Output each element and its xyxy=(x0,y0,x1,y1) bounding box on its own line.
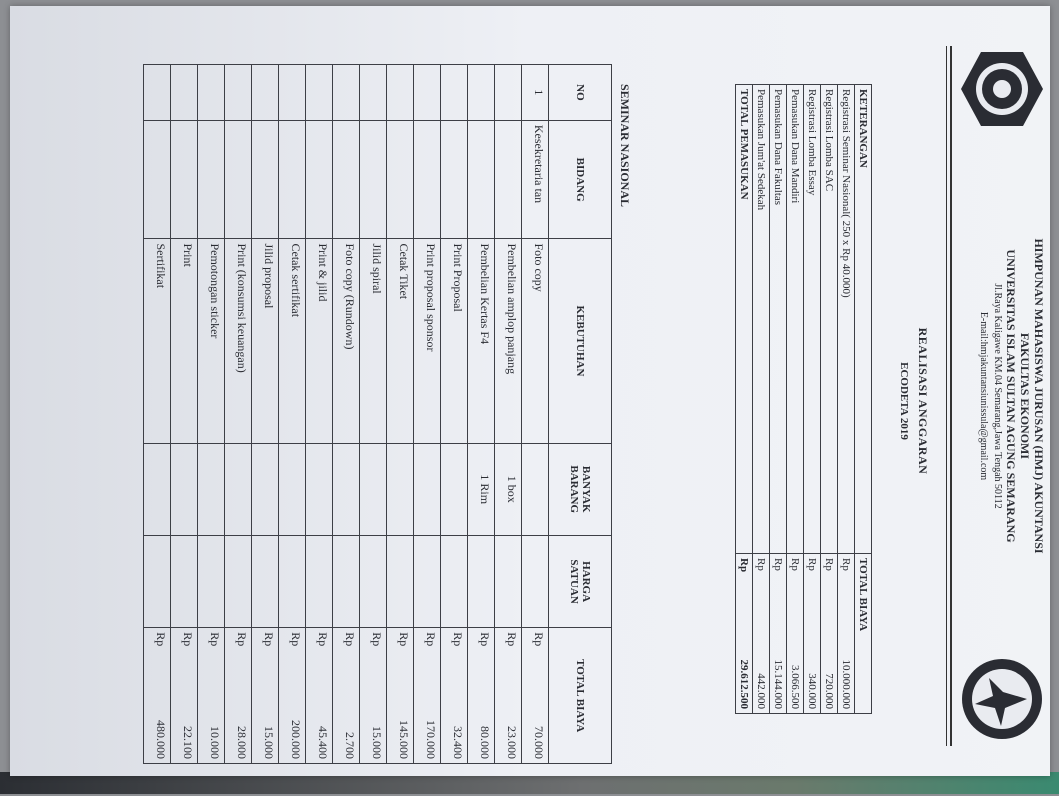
cell-total-biaya xyxy=(360,628,387,764)
amount-wrap xyxy=(789,558,801,709)
currency: Rp xyxy=(154,632,168,647)
amount-wrap xyxy=(823,558,835,709)
table-header-row xyxy=(549,65,612,764)
income-amount: 442.000 xyxy=(755,673,767,709)
income-amount: 720.000 xyxy=(823,673,835,709)
cell-harga-satuan xyxy=(144,535,171,627)
cell-total-biaya xyxy=(441,628,468,764)
cell-harga-satuan xyxy=(468,535,495,627)
email: E-mail:hmjakuntansiunissula@gmail.com xyxy=(978,311,989,481)
cell-no xyxy=(252,65,279,121)
cell-banyak-barang xyxy=(144,443,171,535)
table-row xyxy=(279,65,306,764)
cell-bidang xyxy=(225,120,252,239)
income-amount: 340.000 xyxy=(806,673,818,709)
amount-wrap xyxy=(261,632,276,759)
expense-amount: 145.000 xyxy=(397,720,411,759)
table-row xyxy=(468,65,495,764)
amount-wrap xyxy=(755,558,767,709)
income-description: Registrasi Lomba Essay xyxy=(804,85,821,554)
header-banyak-barang: BANYAK BARANG xyxy=(549,443,612,535)
income-amount-cell xyxy=(838,554,855,714)
cell-kebutuhan: Print proposal sponsor xyxy=(414,239,441,443)
expense-rows xyxy=(144,65,549,764)
cell-kebutuhan: Print & jilid xyxy=(306,239,333,443)
cell-no xyxy=(441,65,468,121)
table-row xyxy=(252,65,279,764)
currency: Rp xyxy=(289,632,303,647)
cell-total-biaya xyxy=(495,628,522,764)
expense-amount: 45.400 xyxy=(316,726,330,759)
amount-wrap xyxy=(315,632,330,759)
cell-harga-satuan xyxy=(306,535,333,627)
cell-banyak-barang: 1 Rim xyxy=(468,443,495,535)
cell-total-biaya xyxy=(414,628,441,764)
income-rows xyxy=(753,85,855,714)
total-amount: 29.612.500 xyxy=(738,659,750,709)
header-harga-satuan: HARGA SATUAN xyxy=(549,535,612,627)
table-row xyxy=(787,85,804,714)
currency: Rp xyxy=(424,632,438,647)
cell-harga-satuan xyxy=(495,535,522,627)
cell-harga-satuan xyxy=(252,535,279,627)
total-label: TOTAL PEMASUKAN xyxy=(736,85,753,554)
expense-amount: 15.000 xyxy=(370,726,384,759)
income-amount-cell xyxy=(770,554,787,714)
currency: Rp xyxy=(755,558,767,571)
table-row xyxy=(804,85,821,714)
amount-wrap xyxy=(772,558,784,709)
expense-amount: 22.100 xyxy=(181,726,195,759)
currency: Rp xyxy=(343,632,357,647)
amount-wrap xyxy=(806,558,818,709)
cell-no xyxy=(144,65,171,121)
expense-amount: 10.000 xyxy=(208,726,222,759)
table-row xyxy=(770,85,787,714)
amount-wrap xyxy=(396,632,411,759)
amount-wrap xyxy=(153,632,168,759)
cell-total-biaya xyxy=(387,628,414,764)
amount-wrap xyxy=(207,632,222,759)
cell-no xyxy=(387,65,414,121)
expense-amount: 170.000 xyxy=(424,720,438,759)
table-row xyxy=(838,85,855,714)
letterhead xyxy=(940,6,1059,796)
cell-no xyxy=(495,65,522,121)
currency: Rp xyxy=(316,632,330,647)
cell-total-biaya xyxy=(522,628,549,764)
cell-bidang xyxy=(441,120,468,239)
expense-amount: 32.400 xyxy=(451,726,465,759)
currency: Rp xyxy=(789,558,801,571)
cell-total-biaya xyxy=(225,628,252,764)
currency: Rp xyxy=(505,632,519,647)
income-description: Pemasukan Jum'at Sedekah xyxy=(753,85,770,554)
cell-bidang xyxy=(198,120,225,239)
organization-emblem-icon xyxy=(959,656,1045,742)
cell-total-biaya xyxy=(468,628,495,764)
cell-total-biaya xyxy=(198,628,225,764)
cell-bidang xyxy=(306,120,333,239)
cell-kebutuhan: Pembelian Kertas F4 xyxy=(468,239,495,443)
income-amount-cell xyxy=(753,554,770,714)
letterhead-text xyxy=(976,146,1046,646)
income-total-row xyxy=(736,85,753,714)
cell-banyak-barang xyxy=(306,443,333,535)
amount-wrap xyxy=(288,632,303,759)
cell-no xyxy=(414,65,441,121)
cell-total-biaya xyxy=(252,628,279,764)
expense-amount: 70.000 xyxy=(532,726,546,759)
amount-wrap xyxy=(234,632,249,759)
cell-harga-satuan xyxy=(225,535,252,627)
total-amount-cell xyxy=(736,554,753,714)
cell-harga-satuan xyxy=(522,535,549,627)
header-total-biaya: TOTAL BIAYA xyxy=(549,628,612,764)
table-row xyxy=(441,65,468,764)
currency: Rp xyxy=(370,632,384,647)
currency: Rp xyxy=(262,632,276,647)
cell-no xyxy=(225,65,252,121)
cell-bidang xyxy=(360,120,387,239)
table-row xyxy=(360,65,387,764)
table-row xyxy=(821,85,838,714)
expense-amount: 28.000 xyxy=(235,726,249,759)
table-row xyxy=(753,85,770,714)
cell-kebutuhan: Cetak Tiket xyxy=(387,239,414,443)
cell-total-biaya xyxy=(144,628,171,764)
amount-wrap xyxy=(423,632,438,759)
cell-total-biaya xyxy=(279,628,306,764)
cell-banyak-barang xyxy=(441,443,468,535)
amount-wrap xyxy=(531,632,546,759)
document-subtitle: ECODETA 2019 xyxy=(898,362,910,440)
address: Jl.Raya Kaligawe KM.04 Semarang,Jawa Tengah 50112 xyxy=(992,283,1003,509)
cell-total-biaya xyxy=(333,628,360,764)
table-row xyxy=(522,65,549,764)
cell-banyak-barang xyxy=(198,443,225,535)
expense-amount: 80.000 xyxy=(478,726,492,759)
cell-no xyxy=(279,65,306,121)
cell-bidang xyxy=(387,120,414,239)
cell-banyak-barang xyxy=(522,443,549,535)
cell-harga-satuan xyxy=(333,535,360,627)
income-amount: 3.066.500 xyxy=(789,665,801,709)
expense-amount: 2.700 xyxy=(343,732,357,759)
cell-kebutuhan: Foto copy (Rundown) xyxy=(333,239,360,443)
cell-bidang xyxy=(171,120,198,239)
letterhead-divider xyxy=(946,46,952,746)
expense-amount: 23.000 xyxy=(505,726,519,759)
cell-harga-satuan xyxy=(360,535,387,627)
header-kebutuhan: KEBUTUHAN xyxy=(549,239,612,443)
cell-kebutuhan: Foto copy xyxy=(522,239,549,443)
income-description: Pemasukan Dana Fakultas xyxy=(770,85,787,554)
table-row xyxy=(495,65,522,764)
cell-kebutuhan: Sertifikat xyxy=(144,239,171,443)
cell-kebutuhan: Pemotongan sticker xyxy=(198,239,225,443)
income-amount-cell xyxy=(804,554,821,714)
cell-kebutuhan: Cetak sertifikat xyxy=(279,239,306,443)
table-row xyxy=(414,65,441,764)
cell-total-biaya xyxy=(171,628,198,764)
cell-kebutuhan: Print Proposal xyxy=(441,239,468,443)
cell-harga-satuan xyxy=(387,535,414,627)
rotated-document xyxy=(20,6,1059,796)
currency: Rp xyxy=(478,632,492,647)
cell-bidang xyxy=(252,120,279,239)
table-row xyxy=(306,65,333,764)
cell-banyak-barang xyxy=(360,443,387,535)
cell-banyak-barang xyxy=(279,443,306,535)
amount-wrap xyxy=(180,632,195,759)
currency: Rp xyxy=(532,632,546,647)
document-page xyxy=(10,6,1050,776)
income-amount: 10.000.000 xyxy=(840,659,852,709)
income-amount-cell xyxy=(821,554,838,714)
cell-bidang xyxy=(279,120,306,239)
expense-amount: 15.000 xyxy=(262,726,276,759)
cell-no xyxy=(360,65,387,121)
cell-no: 1 xyxy=(522,65,549,121)
currency: Rp xyxy=(823,558,835,571)
income-amount-cell xyxy=(787,554,804,714)
table-row xyxy=(225,65,252,764)
university-seal-icon xyxy=(959,46,1045,132)
cell-bidang: Kesekretaria tan xyxy=(522,120,549,239)
cell-kebutuhan: Print xyxy=(171,239,198,443)
cell-no xyxy=(333,65,360,121)
header-bidang: BIDANG xyxy=(549,120,612,239)
amount-wrap xyxy=(477,632,492,759)
expense-amount: 200.000 xyxy=(289,720,303,759)
income-amount: 15.144.000 xyxy=(772,659,784,709)
header-no: NO xyxy=(549,65,612,121)
amount-wrap xyxy=(840,558,852,709)
faculty-name: FAKULTAS EKONOMI xyxy=(1018,332,1032,460)
cell-banyak-barang xyxy=(333,443,360,535)
cell-harga-satuan xyxy=(198,535,225,627)
cell-banyak-barang: 1 box xyxy=(495,443,522,535)
currency: Rp xyxy=(235,632,249,647)
expense-table xyxy=(143,64,612,764)
currency: Rp xyxy=(772,558,784,571)
currency: Rp xyxy=(840,558,852,571)
currency: Rp xyxy=(208,632,222,647)
table-row xyxy=(198,65,225,764)
organization-name: HIMPUNAN MAHASISWA JURUSAN (HMJ) AKUNTANSI xyxy=(1032,238,1046,554)
currency: Rp xyxy=(738,558,750,573)
cell-banyak-barang xyxy=(171,443,198,535)
table-row xyxy=(387,65,414,764)
cell-bidang xyxy=(468,120,495,239)
cell-kebutuhan: Print (konsumsi keuangan) xyxy=(225,239,252,443)
income-table xyxy=(735,84,872,714)
university-name: UNIVERSITAS ISLAM SULTAN AGUNG SEMARANG xyxy=(1004,249,1018,543)
income-description: Pemasukan Dana Mandiri xyxy=(787,85,804,554)
cell-bidang xyxy=(495,120,522,239)
amount-wrap xyxy=(342,632,357,759)
cell-no xyxy=(306,65,333,121)
cell-bidang xyxy=(414,120,441,239)
cell-harga-satuan xyxy=(171,535,198,627)
cell-banyak-barang xyxy=(414,443,441,535)
section-title: SEMINAR NASIONAL xyxy=(618,84,632,208)
cell-harga-satuan xyxy=(414,535,441,627)
cell-kebutuhan: Pembelian amplop panjang xyxy=(495,239,522,443)
cell-banyak-barang xyxy=(225,443,252,535)
cell-no xyxy=(468,65,495,121)
table-header-row xyxy=(855,85,872,714)
currency: Rp xyxy=(451,632,465,647)
cell-banyak-barang xyxy=(252,443,279,535)
currency: Rp xyxy=(397,632,411,647)
amount-wrap xyxy=(369,632,384,759)
income-description: Registrasi Seminar Nasional( 250 x Rp 40.000) xyxy=(838,85,855,554)
header-keterangan: KETERANGAN xyxy=(855,85,872,554)
cell-bidang xyxy=(333,120,360,239)
amount-wrap xyxy=(504,632,519,759)
expense-amount: 480.000 xyxy=(154,720,168,759)
table-row xyxy=(144,65,171,764)
cell-harga-satuan xyxy=(441,535,468,627)
cell-banyak-barang xyxy=(387,443,414,535)
income-description: Registrasi Lomba SAC xyxy=(821,85,838,554)
cell-kebutuhan: Jilid spiral xyxy=(360,239,387,443)
cell-total-biaya xyxy=(306,628,333,764)
cell-no xyxy=(171,65,198,121)
header-total-biaya: TOTAL BIAYA xyxy=(855,554,872,714)
currency: Rp xyxy=(806,558,818,571)
document-title: REALISASI ANGGARAN xyxy=(916,327,930,475)
cell-no xyxy=(198,65,225,121)
amount-wrap xyxy=(450,632,465,759)
table-row xyxy=(171,65,198,764)
cell-kebutuhan: Jilid proposal xyxy=(252,239,279,443)
table-row xyxy=(333,65,360,764)
cell-harga-satuan xyxy=(279,535,306,627)
currency: Rp xyxy=(181,632,195,647)
cell-bidang xyxy=(144,120,171,239)
